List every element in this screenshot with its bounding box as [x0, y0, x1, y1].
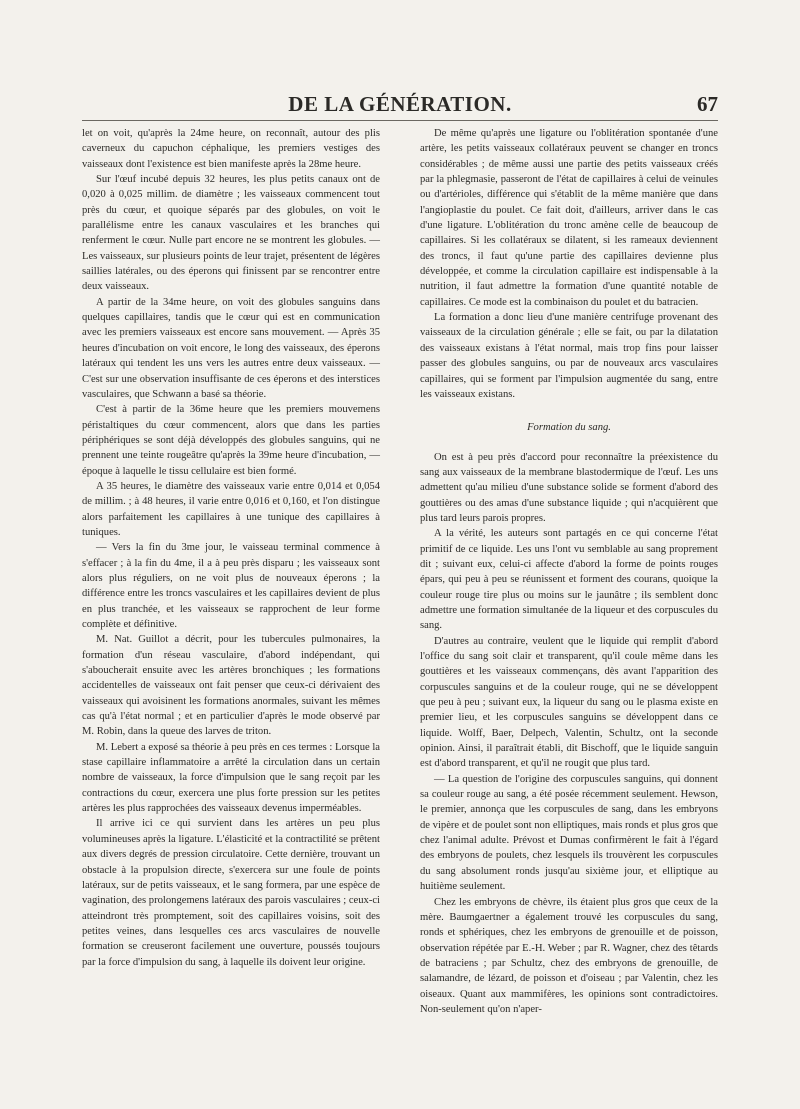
paragraph: let on voit, qu'après la 24me heure, on reconnaît, autour des plis caverneux du capuchon céphalique, les premiers vestiges des vaisseaux dont l'existence est bien manifeste après la 28me heure.	[82, 128, 380, 170]
paragraph: C'est à partir de la 36me heure que les premiers mouvemens péristaltiques du cœur commencent, alors que dans les parties périphériques se sont déjà développés des globules sanguins, qui ne prennent une teinte rougeâtre qu'après la 39me heure d'incubation, — époque à laquelle le tissu cellulaire est bien formé.	[82, 404, 380, 477]
paragraph: Il arrive ici ce qui survient dans les artères un peu plus volumineuses après la ligature. L'élasticité et la contractilité se prêtent aux divers degrés de pression circulatoire. Cette dernière, trouvant un obstacle à la propulsion directe, s'exercera sur une foule de points latéraux, sur de petits vaisseaux, et le sang formera, par une espèce de vagination, des prolongemens latéraux des parois vasculaires ; ceux-ci atteindront très promptement, soit des capillaires voisins, soit des petites veines, dans lesquelles ces arcs vasculaires de nouvelle formation se creuseront facilement une ouverture, poussés toujours par la force d'impulsion du sang, à laquelle ils doivent leur origine.	[82, 818, 380, 968]
header-rule	[82, 120, 718, 121]
paragraph: La formation a donc lieu d'une manière centrifuge provenant des vaisseaux de la circulation générale ; elle se fait, ou par la dilatation des vaisseaux existans à l'état normal, mais trop fins pour laisser passer des globules sanguins, ou par de nouveaux arcs vasculaires capillaires, qui se forment par l'impulsion augmentée du sang, entre les vaisseaux existans.	[420, 312, 718, 400]
paragraph: On est à peu près d'accord pour reconnaître la préexistence du sang aux vaisseaux de la membrane blastodermique de l'œuf. Les uns admettent qu'au milieu d'une substance solide se forment d'abord des gouttières ou des amas d'une substance liquide ; qui n'acquièrent que plus tard leurs parois propres.	[420, 451, 718, 524]
paragraph: A 35 heures, le diamètre des vaisseaux varie entre 0,014 et 0,054 de millim. ; à 48 heures, il varie entre 0,016 et 0,160, et l'on distingue alors parfaitement les capillaires à une tunique des capillaires à tuniques.	[82, 480, 380, 538]
right-column	[420, 126, 718, 1017]
paragraph: M. Lebert a exposé sa théorie à peu près en ces termes : Lorsque la stase capillaire inflammatoire a arrêté la circulation dans un certain nombre de vaisseaux, la force d'impulsion que le sang reçoit par les contractions du cœur, exercera une plus forte pression sur les petites artères les plus rapprochées des vaisseaux devenus imperméables.	[82, 741, 380, 815]
paragraph: — La question de l'origine des corpuscules sanguins, qui donnent sa couleur rouge au sang, a été posée récemment seulement. Hewson, le premier, annonça que les corpuscules de sang, dans les embryons de vipère et de poulet sont non elliptiques, mais ronds et plus gros que chez l'animal adulte. Prévost et Dumas confirmèrent le fait à l'égard des embryons de poulets, chez lesquels ils trouvèrent les corpuscules du sang absolument ronds jusqu'au sixième jour, et elliptique au huitième seulement.	[420, 773, 718, 893]
paragraph: Chez les embryons de chèvre, ils étaient plus gros que ceux de la mère. Baumgaertner a également trouvé les corpuscules du sang, ronds et sphériques, chez les embryons de grenouille et de poisson, observation répétée par E.-H. Weber ; par R. Wagner, chez des têtards de batraciens ; par Schultz, chez des embryons de grenouille, de salamandre, de lézard, de poisson et d'oiseau ; par Valentin, chez les oiseaux. Quant aux mammifères, les opinions sont contradictoires. Non-seulement qu'on n'aper-	[420, 896, 718, 1015]
paragraph: — Vers la fin du 3me jour, le vaisseau terminal commence à s'effacer ; à la fin du 4me, il a à peu près disparu ; les vaisseaux sont alors plus réguliers, on ne voit plus de nouveaux éperons ; la différence entre les troncs vasculaires et les capillaires devient de plus en plus tranchée, et les vaisseaux se rapprochent de leur forme complète et définitive.	[82, 542, 380, 630]
section-title: Formation du sang.	[527, 422, 611, 434]
paragraph: De même qu'après une ligature ou l'oblitération spontanée d'une artère, les petits vaisseaux collatéraux peuvent se changer en troncs considérables ; de même aussi une partie des petits vaisseaux créés par la phlegmasie, passeront de l'état de capillaires à celui de veinules ou d'artérioles, différence qui s'établit de la même manière que dans l'angioplastie du poulet. Ce fait doit, d'ailleurs, arriver dans le cas d'une ligature. L'oblitération du tronc amène celle de beaucoup de capillaires. Si les collatéraux se dilatent, si les rameaux deviennent des troncs, il faut qu'une partie des capillaires devienne plus développée, et comme la circulation capillaire est indispensable à la nutrition, il faut admettre la formation d'une quantité notable de capillaires. Ce mode est la combinaison du poulet et du batracien.	[420, 128, 718, 308]
running-head	[82, 92, 718, 120]
paragraph: D'autres au contraire, veulent que le liquide qui remplit d'abord l'office du sang soit clair et transparent, qu'il coule même dans les gouttières et les vaisseaux commençans, dès avant l'apparition des corpuscules sanguins et de la couleur rouge, qui ne se développent que peu à peu ; suivant eux, la liqueur du sang ou le plasma existe en premier lieu, et les corpuscules sanguins se développent dans ce liquide. Wolff, Baer, Delpech, Valentin, Schultz, ont la seconde opinion. Ainsi, il paraîtrait établi, dit Bischoff, que le liquide sanguin est d'abord transparent, et qu'il ne rougit que plus tard.	[420, 635, 718, 770]
paragraph: Sur l'œuf incubé depuis 32 heures, les plus petits canaux ont de 0,020 à 0,025 millim. de diamètre ; les vaisseaux commencent tout près du cœur, et quoique séparés par des globules, on voit le parallélisme entre les canaux vasculaires et les branches qui renferment le cœur. Nulle part encore ne se montrent les globules. — Les vaisseaux, sur plusieurs points de leur trajet, présentent de légères saillies latérales, ou des éperons qui finissent par se rencontrer entre deux vaisseaux.	[82, 174, 380, 293]
paragraph: A la vérité, les auteurs sont partagés en ce qui concerne l'état primitif de ce liquide. Les uns l'ont vu semblable au sang proprement dit ; suivant eux, celui-ci affecte d'abord la forme de points rouges épars, qui peu à peu se réunissent et forment des courans, quoique la couleur rouge tire plus ou moins sur le jaunâtre ; ils semblent donc admettre une formation simultanée de la liqueur et des corpuscules du sang.	[420, 528, 718, 632]
left-column	[82, 126, 380, 970]
paragraph: A partir de la 34me heure, on voit des globules sanguins dans quelques capillaires, tandis que le cœur qui est en communication avec les premiers vaisseaux est encore sans mouvement. — Après 35 heures d'incubation on voit encore, le long des vaisseaux, des éperons latéraux qui tendent les uns vers les autres entre deux vaisseaux. — C'est sur une observation insuffisante de ces éperons et des interstices vasculaires, que Schwann a basé sa théorie.	[82, 296, 380, 400]
paragraph: M. Nat. Guillot a décrit, pour les tubercules pulmonaires, la formation d'un réseau vasculaire, d'abord indépendant, qui s'aboucherait ensuite avec les artères bronchiques ; les formations accidentelles de vaisseaux ont fait penser que ceux-ci dérivaient des vaisseaux qui avoisinent les formations anormales, suivant les mêmes cas qu'à l'état normal ; et en particulier d'après le mode observé par M. Robin, dans la queue des larves de triton.	[82, 634, 380, 738]
page-title: DE LA GÉNÉRATION.	[288, 92, 512, 116]
page-number: 67	[697, 92, 718, 116]
